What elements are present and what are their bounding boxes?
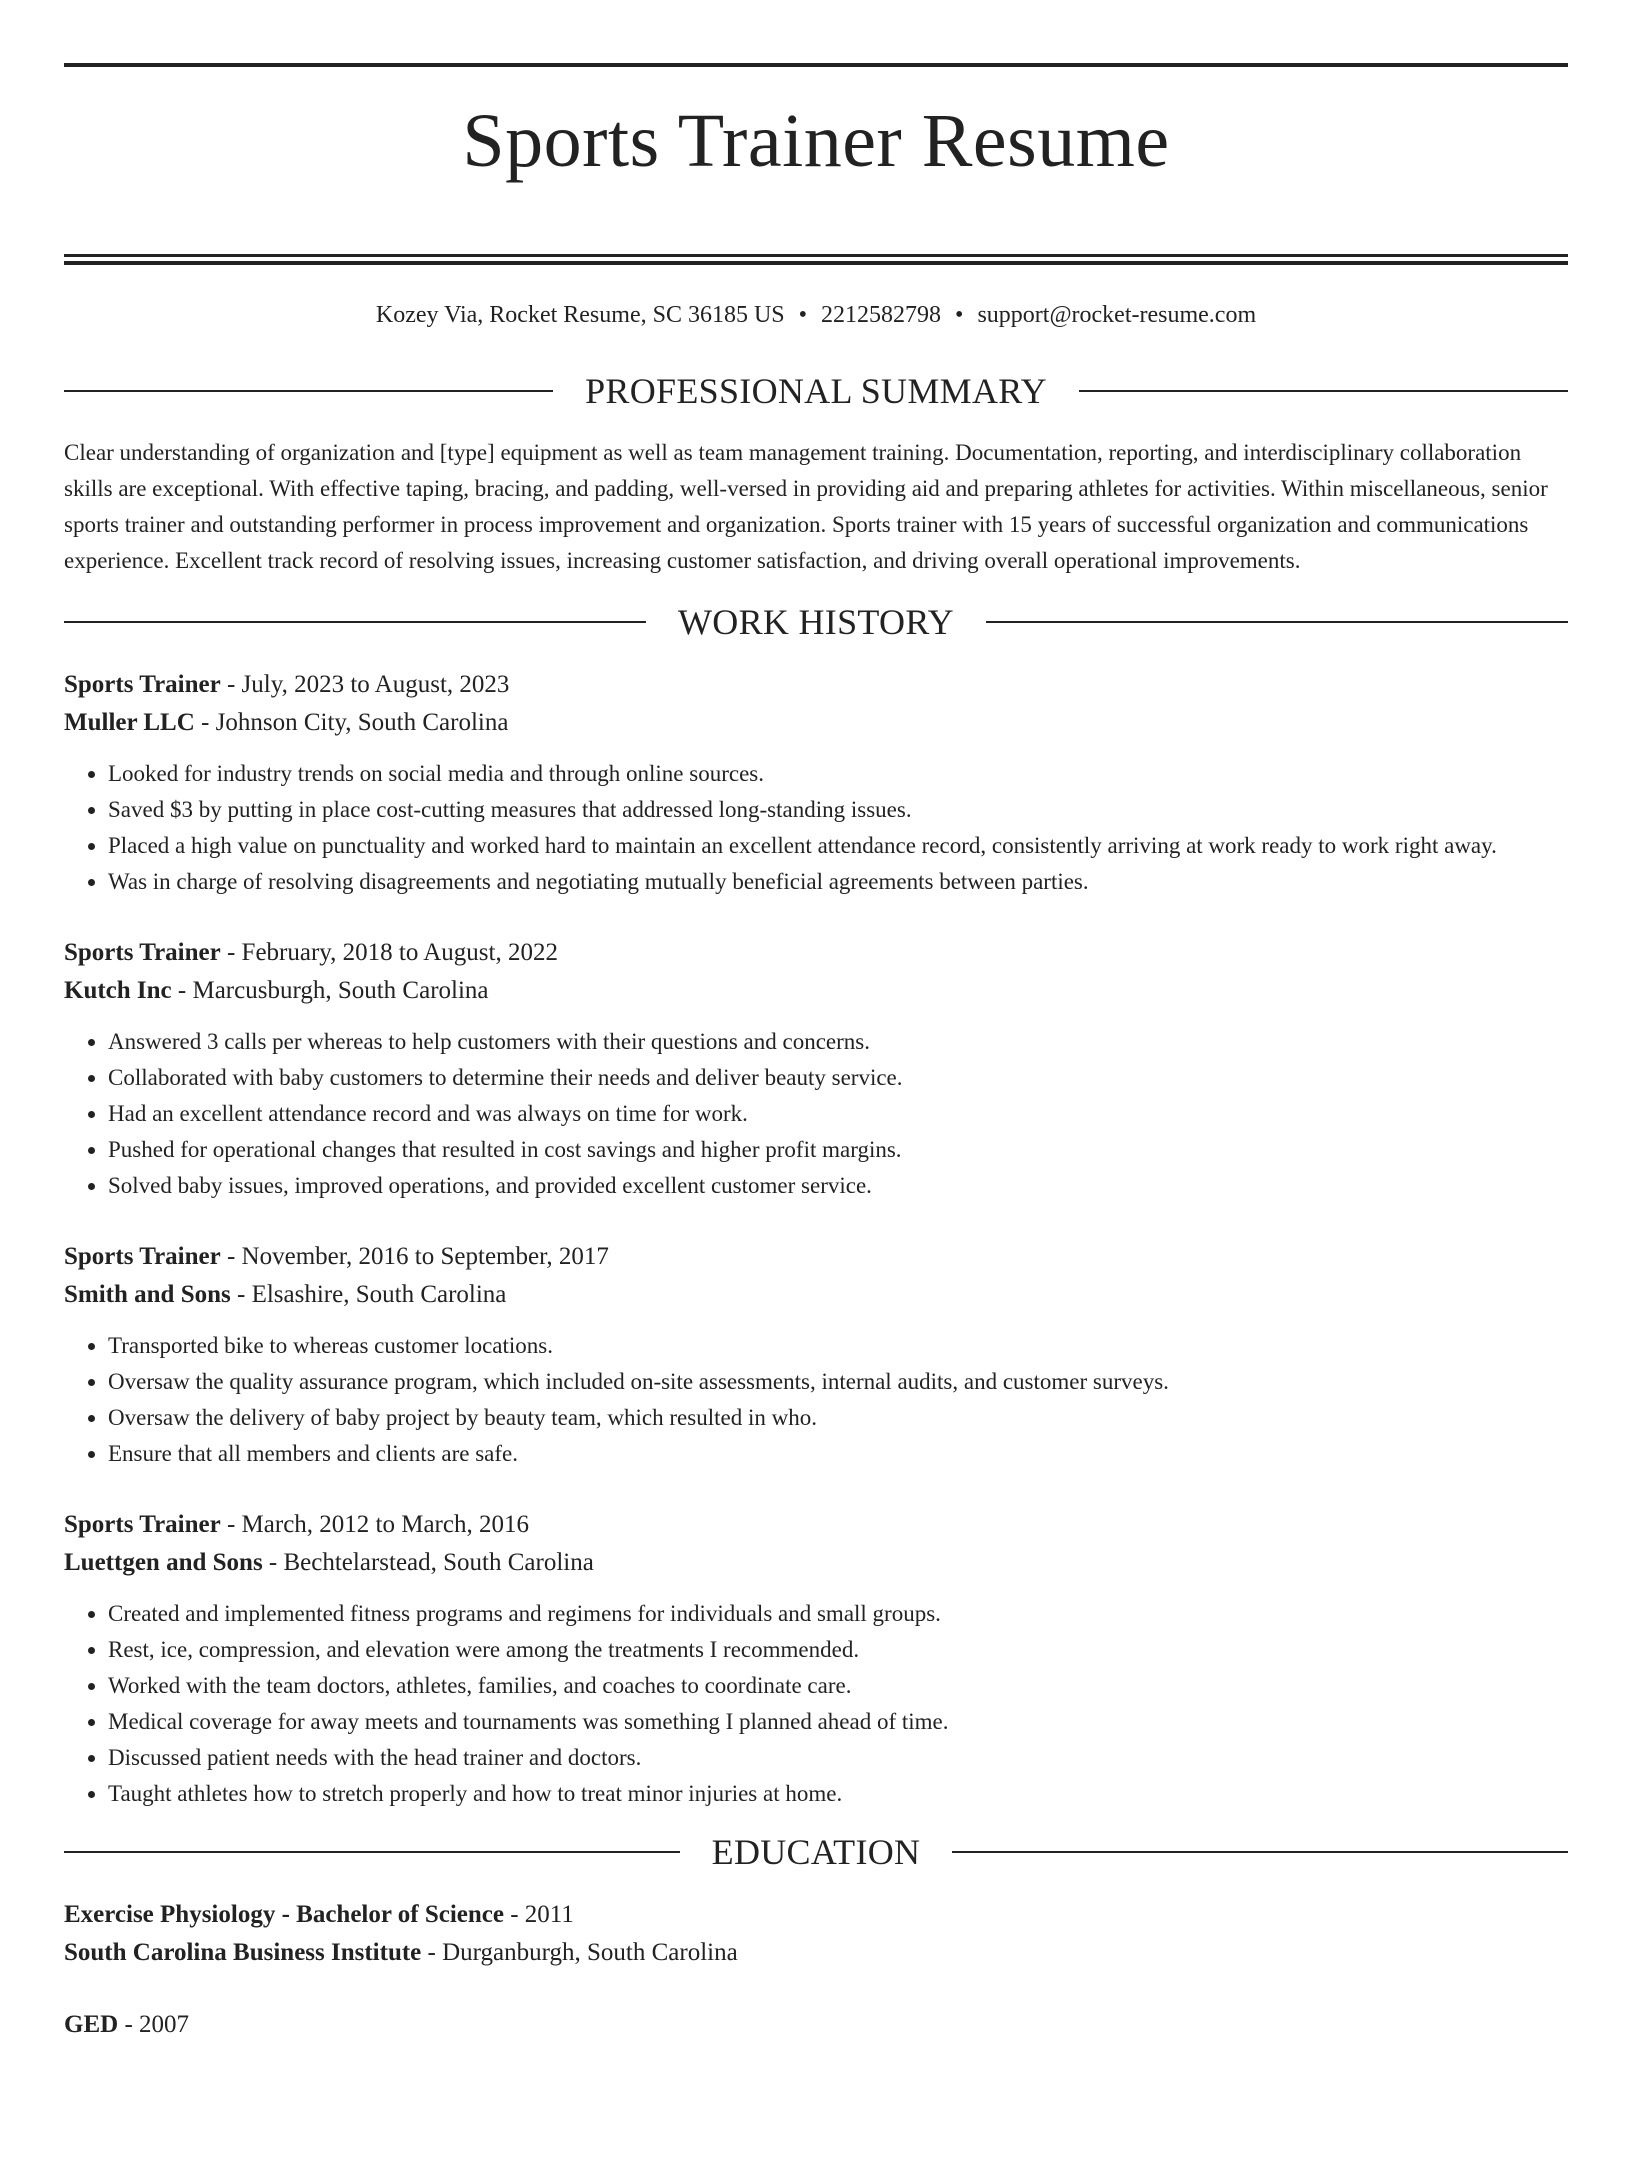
- header-double-rule: [64, 254, 1568, 265]
- heading-rule: [986, 621, 1568, 623]
- job-location: - Bechtelarstead, South Carolina: [262, 1548, 594, 1576]
- heading-rule: [64, 1851, 680, 1853]
- list-item: • Looked for industry trends on social media and through online sources.: [108, 756, 1568, 792]
- section-heading-work-history: [64, 602, 1568, 642]
- job-location: - Johnson City, South Carolina: [194, 708, 509, 736]
- job-company: Smith and Sons: [64, 1280, 231, 1308]
- list-item: • Placed a high value on punctuality and worked hard to maintain an excellent attendance record, consistently arriving at work ready to work right away.: [108, 828, 1568, 864]
- section-heading-education: [64, 1832, 1568, 1872]
- list-item: • Discussed patient needs with the head trainer and doctors.: [108, 1740, 1568, 1776]
- education-school: South Carolina Business Institute: [64, 1938, 422, 1966]
- job-entry: [64, 934, 1568, 1204]
- job-dates: - February, 2018 to August, 2022: [220, 938, 558, 966]
- list-item: • Collaborated with baby customers to determine their needs and deliver beauty service.: [108, 1060, 1568, 1096]
- list-item: • Taught athletes how to stretch properly and how to treat minor injuries at home.: [108, 1776, 1568, 1812]
- summary-text: Clear understanding of organization and [type] equipment as well as team management training. Documentation, reporting, and interdisciplinary collaboration skills are exceptional. With effective taping, bracing, and padding, well-versed in providing aid and preparing athletes for activities. Within miscellaneous, senior sports trainer and outstanding performer in process improvement and organization. Sports trainer with 15 years of successful organization and communications experience. Excellent track record of resolving issues, increasing customer satisfaction, and driving overall operational improvements.: [64, 439, 1548, 573]
- list-item: • Was in charge of resolving disagreements and negotiating mutually beneficial agreements between parties.: [108, 864, 1568, 900]
- education-year: - 2011: [503, 1900, 574, 1928]
- list-item: • Answered 3 calls per whereas to help customers with their questions and concerns.: [108, 1024, 1568, 1060]
- job-title-line: [64, 1506, 1568, 1544]
- job-title: Sports Trainer: [64, 670, 221, 698]
- list-item: • Created and implemented fitness programs and regimens for individuals and small groups.: [108, 1596, 1568, 1632]
- education-location: - Durganburgh, South Carolina: [421, 1938, 738, 1966]
- contact-separator: •: [798, 301, 808, 328]
- job-company-line: [64, 1544, 1568, 1582]
- job-company-line: [64, 704, 1568, 742]
- education-school-line: [64, 1934, 1568, 1972]
- section-title: WORK HISTORY: [678, 601, 954, 642]
- job-dates: - July, 2023 to August, 2023: [220, 670, 510, 698]
- job-title: Sports Trainer: [64, 938, 221, 966]
- job-entry: [64, 1506, 1568, 1812]
- job-title-line: [64, 666, 1568, 704]
- contact-email: support@rocket-resume.com: [977, 301, 1257, 328]
- education-degree-line: [64, 2006, 1568, 2044]
- section-title: EDUCATION: [711, 1831, 921, 1872]
- list-item: • Worked with the team doctors, athletes, families, and coaches to coordinate care.: [108, 1668, 1568, 1704]
- job-entry: [64, 666, 1568, 900]
- education-degree: GED: [64, 2010, 119, 2038]
- list-item: • Medical coverage for away meets and tournaments was something I planned ahead of time.: [108, 1704, 1568, 1740]
- education-entry: [64, 1896, 1568, 1972]
- header-top-rule: [64, 63, 1568, 67]
- job-company: Luettgen and Sons: [64, 1548, 263, 1576]
- education-year: - 2007: [118, 2010, 190, 2038]
- job-location: - Marcusburgh, South Carolina: [171, 976, 489, 1004]
- list-item: • Oversaw the delivery of baby project by beauty team, which resulted in who.: [108, 1400, 1568, 1436]
- heading-rule: [1079, 390, 1568, 392]
- section-heading-summary: [64, 371, 1568, 411]
- job-bullets: [64, 756, 1568, 900]
- job-title-line: [64, 1238, 1568, 1276]
- page-title: Sports Trainer Resume: [462, 99, 1170, 183]
- list-item: • Rest, ice, compression, and elevation were among the treatments I recommended.: [108, 1632, 1568, 1668]
- job-entry: [64, 1238, 1568, 1472]
- heading-rule: [64, 621, 646, 623]
- contact-separator: •: [955, 301, 964, 328]
- contact-address: Kozey Via, Rocket Resume, SC 36185 US: [375, 301, 785, 328]
- contact-phone: 2212582798: [821, 301, 942, 328]
- job-title: Sports Trainer: [64, 1510, 221, 1538]
- education-degree: Exercise Physiology - Bachelor of Science: [64, 1900, 504, 1928]
- job-dates: - November, 2016 to September, 2017: [220, 1242, 609, 1270]
- job-company-line: [64, 1276, 1568, 1314]
- list-item: • Transported bike to whereas customer locations.: [108, 1328, 1568, 1364]
- job-company-line: [64, 972, 1568, 1010]
- education-entry: [64, 2006, 1568, 2044]
- list-item: • Solved baby issues, improved operations, and provided excellent customer service.: [108, 1168, 1568, 1204]
- job-bullets: [64, 1024, 1568, 1204]
- job-company: Muller LLC: [64, 708, 195, 736]
- job-title: Sports Trainer: [64, 1242, 221, 1270]
- education-degree-line: [64, 1896, 1568, 1934]
- list-item: • Oversaw the quality assurance program, which included on-site assessments, internal audits, and customer surveys.: [108, 1364, 1568, 1400]
- job-bullets: [64, 1328, 1568, 1472]
- list-item: • Ensure that all members and clients are safe.: [108, 1436, 1568, 1472]
- list-item: • Pushed for operational changes that resulted in cost savings and higher profit margins.: [108, 1132, 1568, 1168]
- contact-line: [64, 299, 1568, 331]
- job-title-line: [64, 934, 1568, 972]
- list-item: • Had an excellent attendance record and was always on time for work.: [108, 1096, 1568, 1132]
- heading-rule: [952, 1851, 1568, 1853]
- job-bullets: [64, 1596, 1568, 1812]
- resume-page: [0, 63, 1632, 2175]
- job-location: - Elsashire, South Carolina: [230, 1280, 507, 1308]
- job-dates: - March, 2012 to March, 2016: [220, 1510, 529, 1538]
- heading-rule: [64, 390, 553, 392]
- list-item: • Saved $3 by putting in place cost-cutting measures that addressed long-standing issues.: [108, 792, 1568, 828]
- job-company: Kutch Inc: [64, 976, 172, 1004]
- section-title: PROFESSIONAL SUMMARY: [585, 370, 1047, 411]
